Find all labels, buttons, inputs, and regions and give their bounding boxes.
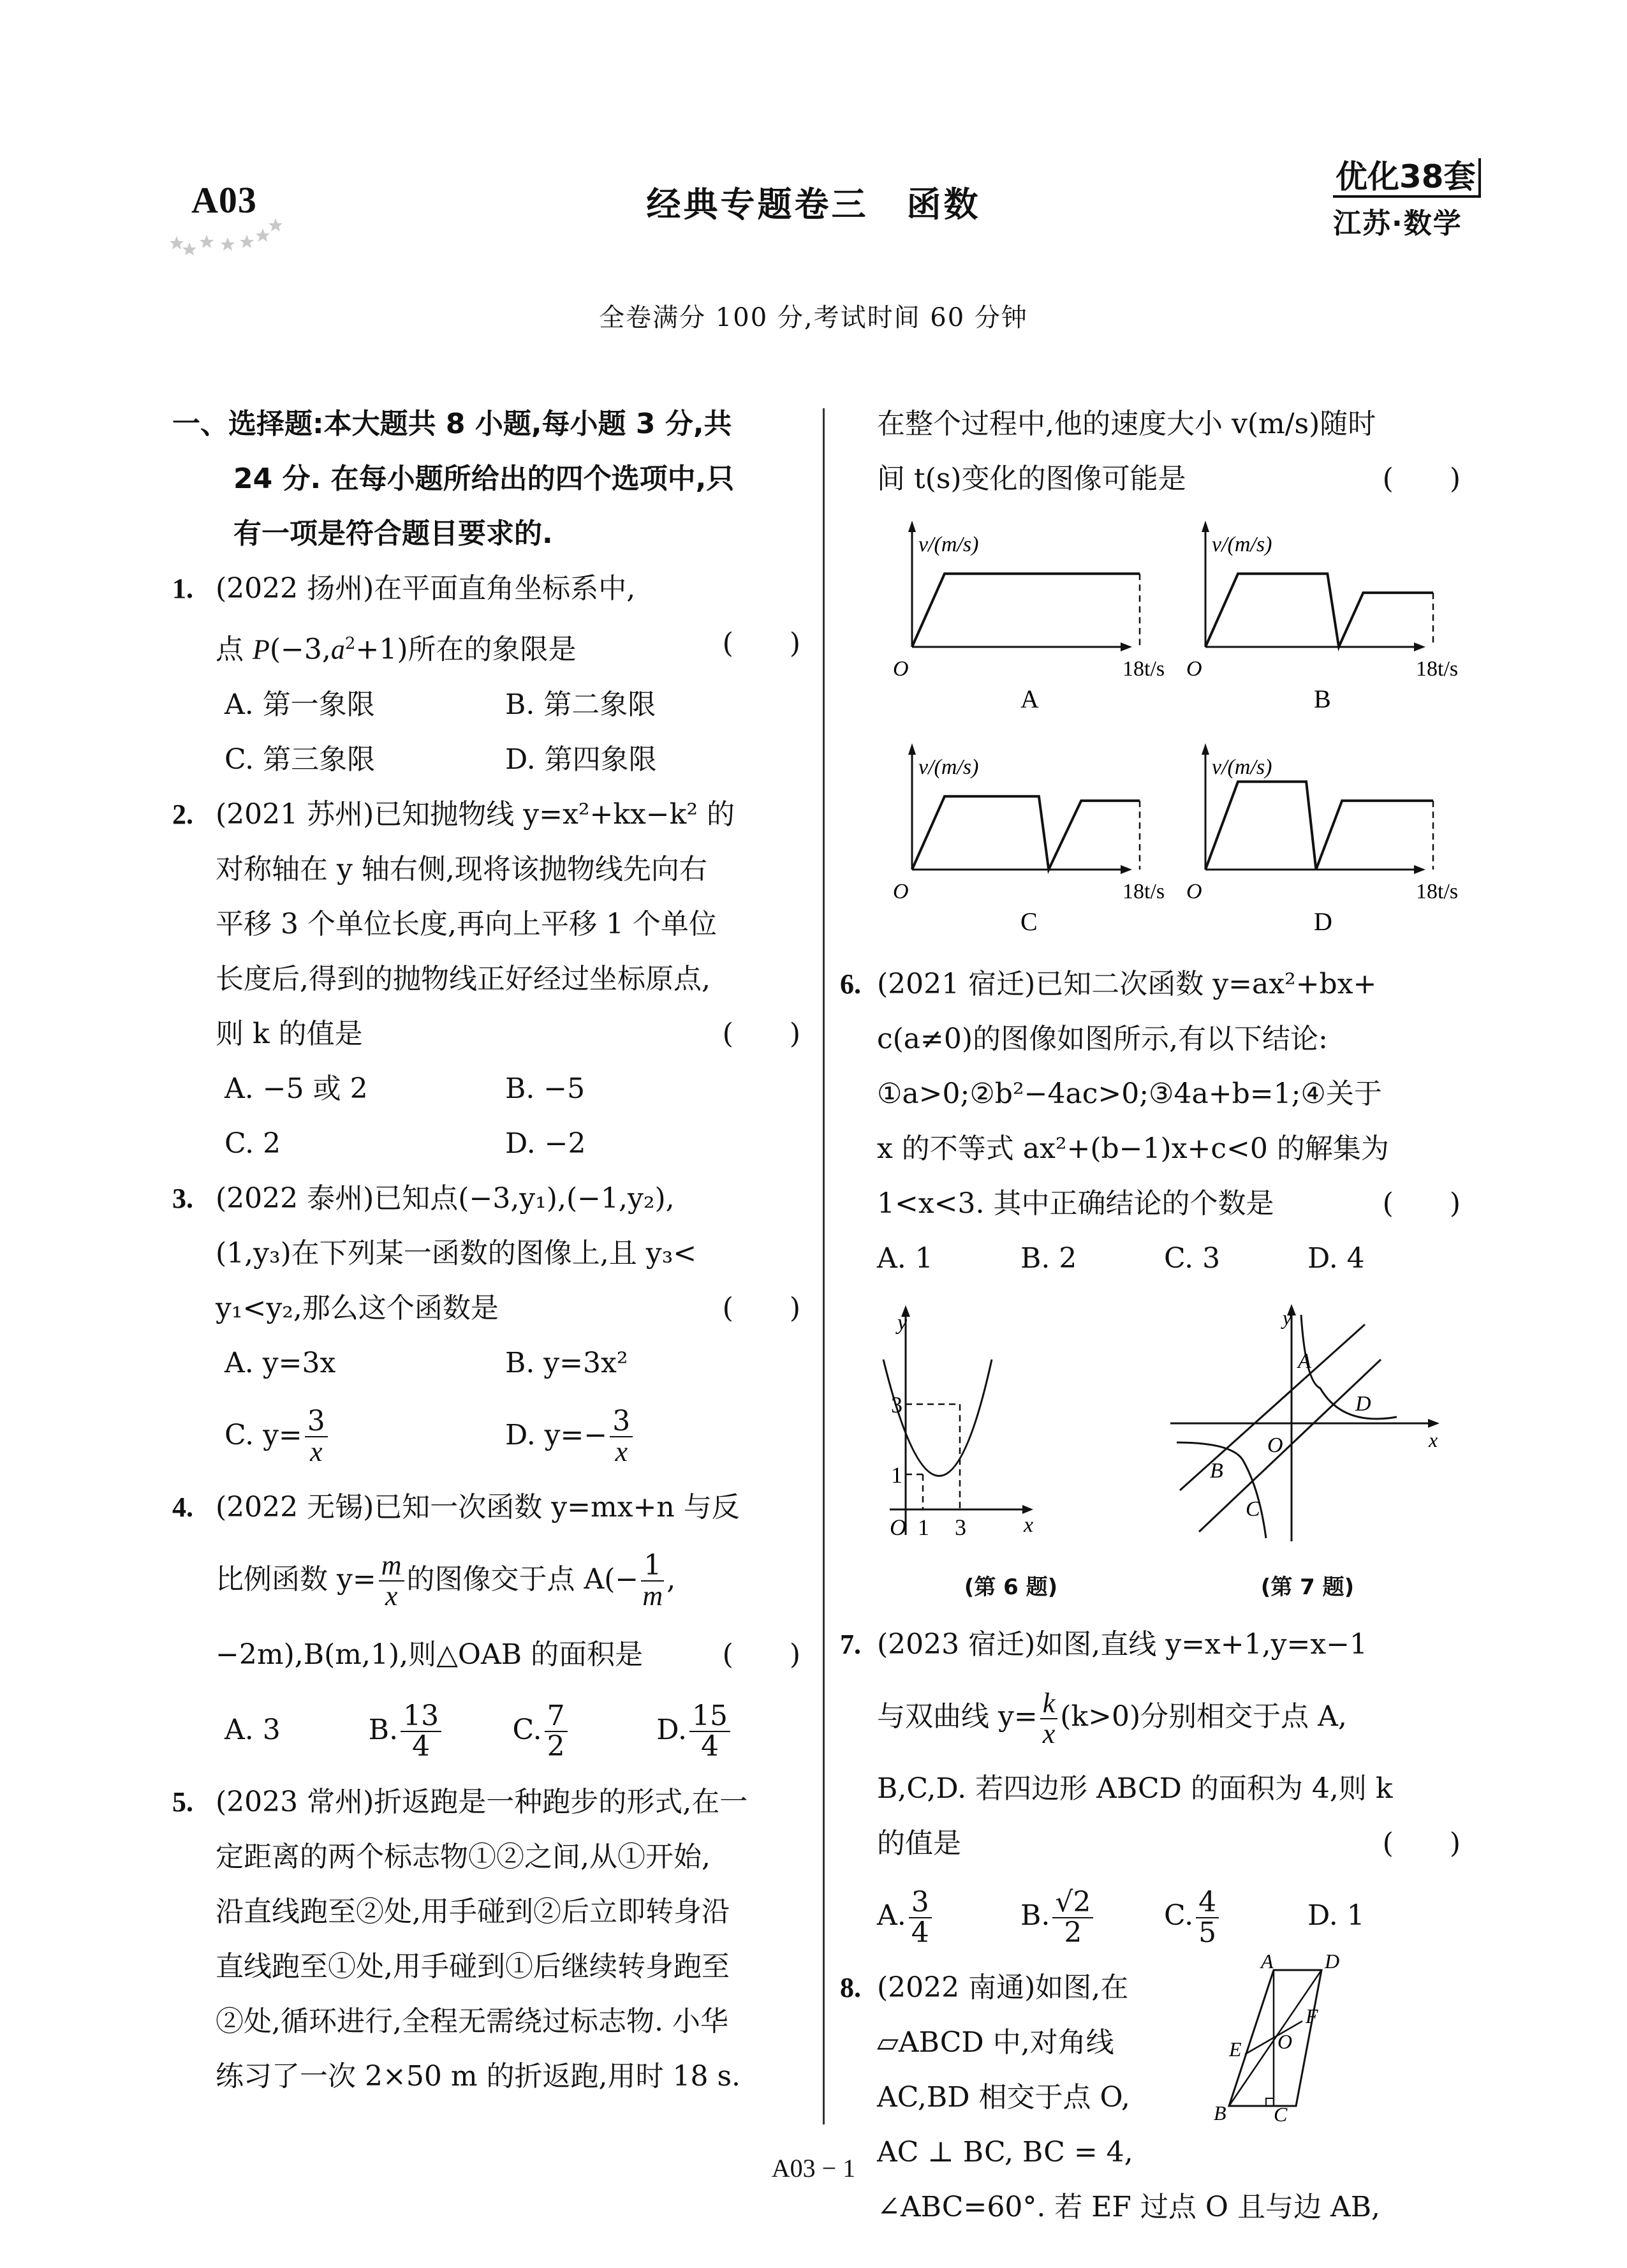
q5-line-3: 沿直线跑至②处,用手碰到②后立即转身沿 bbox=[216, 1895, 730, 1928]
x-arrow-icon bbox=[1022, 1505, 1033, 1514]
label-b: B bbox=[1214, 2101, 1226, 2124]
question-number: 7. bbox=[840, 1629, 861, 1660]
denominator: x bbox=[615, 1436, 628, 1468]
option-c[interactable] bbox=[1164, 1871, 1307, 1960]
q5-line-5: ②处,循环进行,全程无需绕过标志物. 小华 bbox=[216, 2005, 728, 2038]
hyperbola-branch-1 bbox=[1301, 1315, 1397, 1419]
option-b[interactable]: B. 第二象限 bbox=[505, 688, 656, 721]
tick-y3: 3 bbox=[891, 1392, 902, 1418]
numerator: 3 bbox=[610, 1407, 633, 1437]
figure-7 bbox=[1170, 1299, 1445, 1615]
q4-options bbox=[172, 1686, 800, 1775]
q1-text: (−3, bbox=[269, 633, 331, 666]
denominator: 4 bbox=[412, 1730, 431, 1763]
option-c[interactable]: C. 3 bbox=[1164, 1242, 1221, 1275]
vt-graph-svg bbox=[877, 513, 1165, 713]
question-number: 1. bbox=[172, 573, 193, 604]
question-7 bbox=[840, 1617, 1461, 1960]
q1-line-2 bbox=[216, 616, 800, 678]
point-b-label: B bbox=[1210, 1459, 1223, 1483]
label-c: C bbox=[1274, 2103, 1288, 2126]
y-label: y bbox=[897, 1311, 908, 1335]
q6-line-5 bbox=[877, 1176, 1461, 1231]
fraction bbox=[379, 1551, 404, 1611]
denominator: 5 bbox=[1198, 1916, 1217, 1949]
question-2 bbox=[172, 787, 800, 1171]
title-main: 经典专题卷三 bbox=[646, 184, 869, 225]
point-c-label: C bbox=[1246, 1497, 1260, 1521]
x-label: x bbox=[1024, 1513, 1034, 1537]
graph-option-c[interactable] bbox=[877, 736, 1170, 952]
section-line-3: 有一项是符合题目要求的. bbox=[233, 517, 553, 550]
v-arrow-icon bbox=[908, 521, 916, 532]
question-number: 4. bbox=[172, 1491, 193, 1523]
question-1 bbox=[172, 561, 800, 787]
logo-top: 优化38套 bbox=[1333, 158, 1481, 198]
label-o: O bbox=[1277, 2030, 1293, 2053]
denominator: 4 bbox=[700, 1730, 719, 1763]
q7-text: (k>0)分别相交于点 A, bbox=[1060, 1700, 1347, 1733]
q4-line-3 bbox=[216, 1624, 800, 1686]
vt-graph-svg bbox=[1170, 513, 1459, 713]
q8-line-4: AC ⊥ BC, BC = 4, bbox=[877, 2136, 1133, 2168]
question-5 bbox=[172, 1775, 800, 2104]
fraction bbox=[689, 1701, 730, 1761]
option-c[interactable]: C. 2 bbox=[225, 1127, 281, 1160]
section-heading bbox=[172, 397, 800, 561]
fraction bbox=[545, 1701, 568, 1761]
q7-text: 的值是 bbox=[877, 1827, 961, 1860]
q1-exp: 2 bbox=[344, 634, 356, 653]
graph-option-a[interactable] bbox=[877, 513, 1170, 729]
q7-line-2 bbox=[877, 1672, 1461, 1761]
q7-line-1: (2023 宿迁)如图,直线 y=x+1,y=x−1 bbox=[877, 1628, 1368, 1661]
q4-text: , bbox=[666, 1562, 676, 1596]
option-label: A. bbox=[877, 1899, 906, 1932]
option-label: C. bbox=[512, 1713, 542, 1746]
fraction bbox=[1196, 1885, 1219, 1949]
section-line-1: 一、选择题:本大题共 8 小题,每小题 3 分,共 bbox=[172, 408, 732, 440]
denominator: 2 bbox=[1064, 1916, 1082, 1949]
origin-label: O bbox=[893, 657, 909, 681]
question-8 bbox=[840, 1950, 1461, 2235]
question-number: 6. bbox=[840, 968, 861, 1000]
q8-line-5: ∠ABC=60°. 若 EF 过点 O 且与边 AB, bbox=[877, 2191, 1381, 2223]
velocity-line bbox=[1205, 782, 1433, 870]
q6-line-1: (2021 宿迁)已知二次函数 y=ax²+bx+ bbox=[877, 968, 1377, 1000]
graph-option-b[interactable] bbox=[1170, 513, 1464, 729]
q3-line-2: (1,y₃)在下列某一函数的图像上,且 y₃< bbox=[216, 1236, 697, 1270]
figure-7-caption: (第 7 题) bbox=[1260, 1575, 1355, 1600]
q5-line-1: (2023 常州)折返跑是一种跑步的形式,在一 bbox=[216, 1785, 748, 1818]
option-b[interactable]: B. 2 bbox=[1020, 1242, 1077, 1275]
t-axis-label: 18t/s bbox=[1123, 880, 1165, 903]
q6-line-3: ①a>0;②b²−4ac>0;③4a+b=1;④关于 bbox=[877, 1078, 1382, 1110]
numerator: 3 bbox=[305, 1407, 328, 1437]
section-line-2: 24 分. 在每小题所给出的四个选项中,只 bbox=[233, 463, 735, 495]
hyperbola-figure bbox=[1170, 1299, 1445, 1541]
numerator: 3 bbox=[909, 1888, 932, 1918]
graph-letter: A bbox=[1020, 685, 1039, 713]
title-topic: 函数 bbox=[906, 184, 981, 225]
vt-graph-svg bbox=[1170, 736, 1459, 936]
graph-letter: C bbox=[1020, 907, 1038, 936]
tick-x3: 3 bbox=[955, 1515, 966, 1540]
question-number: 5. bbox=[172, 1786, 193, 1818]
q2-line-1: (2021 苏州)已知抛物线 y=x²+kx−k² 的 bbox=[216, 797, 735, 831]
option-a[interactable]: A. −5 或 2 bbox=[225, 1072, 368, 1105]
label-d: D bbox=[1325, 1950, 1340, 1973]
page-number: A03 − 1 bbox=[771, 2154, 856, 2183]
question-number: 8. bbox=[840, 1972, 861, 2003]
q1-text: 点 bbox=[216, 633, 253, 666]
option-a[interactable]: A. 第一象限 bbox=[225, 688, 375, 721]
label-e: E bbox=[1229, 2038, 1242, 2061]
q6-text: 1<x<3. 其中正确结论的个数是 bbox=[877, 1187, 1274, 1220]
origin-label: O bbox=[1186, 880, 1202, 903]
denominator: m bbox=[642, 1580, 663, 1612]
graph-letter: D bbox=[1314, 907, 1332, 936]
answer-blank[interactable]: ( ) bbox=[722, 627, 800, 660]
fraction bbox=[1052, 1885, 1093, 1949]
q5-line-4: 直线跑至①处,用手碰到①后继续转身跑至 bbox=[216, 1950, 730, 1983]
fraction bbox=[610, 1407, 633, 1467]
diagonal-bd bbox=[1229, 1970, 1321, 2106]
brand-logo bbox=[1333, 158, 1486, 241]
q6-options bbox=[877, 1231, 1461, 1286]
numerator: 4 bbox=[1196, 1888, 1219, 1918]
q6-line-4: x 的不等式 ax²+(b−1)x+c<0 的解集为 bbox=[877, 1132, 1389, 1165]
tick-x1: 1 bbox=[918, 1515, 929, 1540]
denominator: x bbox=[385, 1580, 398, 1612]
q8-line-1: (2022 南通)如图,在 bbox=[877, 1971, 1129, 2004]
option-d[interactable] bbox=[656, 1686, 800, 1775]
option-d[interactable]: D. 1 bbox=[1307, 1899, 1365, 1932]
answer-blank[interactable]: ( ) bbox=[1382, 1187, 1461, 1220]
q2-text: 则 k 的值是 bbox=[216, 1017, 363, 1050]
v-arrow-icon bbox=[1202, 521, 1209, 532]
graph-letter: B bbox=[1314, 685, 1331, 713]
point-d-label: D bbox=[1355, 1392, 1371, 1416]
q7-options bbox=[877, 1871, 1461, 1960]
tick-y1: 1 bbox=[891, 1462, 902, 1488]
question-3 bbox=[172, 1171, 800, 1480]
logo-sub: 江苏·数学 bbox=[1333, 207, 1462, 240]
option-b[interactable] bbox=[1020, 1871, 1164, 1960]
q5-cont-2 bbox=[877, 452, 1461, 507]
denominator: 4 bbox=[911, 1916, 929, 1949]
option-label: D. bbox=[656, 1713, 687, 1746]
q1-var: a bbox=[330, 634, 345, 665]
question-number: 2. bbox=[172, 798, 193, 830]
option-c[interactable]: C. 第三象限 bbox=[225, 743, 376, 776]
column-divider bbox=[823, 408, 825, 2124]
q1-text: +1)所在的象限是 bbox=[355, 633, 577, 666]
line-y-x-minus-1 bbox=[1199, 1360, 1381, 1532]
numerator: √2 bbox=[1052, 1888, 1093, 1918]
question-number: 3. bbox=[172, 1182, 193, 1214]
parabola-figure bbox=[877, 1299, 1145, 1541]
figure-6-caption: (第 6 题) bbox=[964, 1575, 1058, 1600]
hyperbola-branch-2 bbox=[1177, 1442, 1266, 1538]
figure-6 bbox=[877, 1299, 1145, 1615]
numerator: k bbox=[1040, 1689, 1058, 1719]
fraction bbox=[1040, 1689, 1058, 1749]
q5-line-2: 定距离的两个标志物①②之间,从①开始, bbox=[216, 1840, 710, 1873]
fraction bbox=[641, 1551, 664, 1611]
label-f: F bbox=[1306, 2005, 1318, 2027]
vt-graph-svg bbox=[877, 736, 1165, 936]
parallelogram-figure bbox=[1197, 1950, 1439, 2146]
option-a[interactable]: A. 3 bbox=[225, 1713, 281, 1746]
v-arrow-icon bbox=[908, 743, 916, 755]
y-label: y bbox=[1283, 1306, 1292, 1329]
x-arrow-icon bbox=[1428, 1419, 1439, 1428]
option-a[interactable]: A. y=3x bbox=[225, 1346, 336, 1379]
q8-line-2: ▱ABCD 中,对角线 bbox=[877, 2026, 1114, 2059]
answer-blank[interactable]: ( ) bbox=[722, 1291, 800, 1324]
label-a: A bbox=[1261, 1950, 1274, 1973]
option-label: C. y= bbox=[225, 1418, 302, 1451]
exam-info: 全卷满分 100 分,考试时间 60 分钟 bbox=[599, 303, 1028, 332]
q1-options bbox=[172, 678, 800, 787]
graph-option-d[interactable] bbox=[1170, 736, 1464, 952]
numerator: 15 bbox=[689, 1701, 730, 1732]
t-arrow-icon bbox=[1414, 642, 1425, 651]
numerator: 7 bbox=[545, 1701, 568, 1732]
denominator: x bbox=[1042, 1717, 1056, 1749]
velocity-line bbox=[1205, 574, 1433, 647]
parabola-curve bbox=[883, 1360, 992, 1476]
q5-line-6: 练习了一次 2×50 m 的折返跑,用时 18 s. bbox=[216, 2059, 741, 2093]
option-b[interactable] bbox=[369, 1686, 513, 1775]
left-column bbox=[172, 397, 800, 2104]
origin-label: O bbox=[890, 1515, 906, 1540]
question-6 bbox=[840, 957, 1461, 1286]
q2-line-3: 平移 3 个单位长度,再向上平移 1 个单位 bbox=[216, 907, 717, 940]
q5-text: 间 t(s)变化的图像可能是 bbox=[877, 463, 1186, 495]
velocity-line bbox=[912, 796, 1140, 870]
q3-line-1: (2022 泰州)已知点(−3,y₁),(−1,y₂), bbox=[216, 1182, 675, 1215]
q7-line-3: B,C,D. 若四边形 ABCD 的面积为 4,则 k bbox=[877, 1772, 1393, 1805]
q6-line-2: c(a≠0)的图像如图所示,有以下结论: bbox=[877, 1023, 1328, 1055]
right-angle-mark bbox=[1266, 2098, 1274, 2106]
option-b[interactable]: B. −5 bbox=[505, 1072, 585, 1105]
fraction bbox=[909, 1885, 932, 1949]
q2-line-4: 长度后,得到的抛物线正好经过坐标原点, bbox=[216, 962, 710, 995]
t-axis-label: 18t/s bbox=[1416, 657, 1459, 681]
denominator: 2 bbox=[547, 1730, 565, 1763]
option-label: B. bbox=[1020, 1899, 1050, 1932]
q8-line-3: AC,BD 相交于点 O, bbox=[877, 2081, 1130, 2114]
q1-point: P bbox=[253, 634, 270, 665]
v-axis-label: v/(m/s) bbox=[1212, 533, 1272, 556]
q2-line-5 bbox=[216, 1007, 800, 1062]
paper-code: A03 bbox=[191, 179, 257, 221]
q2-options bbox=[172, 1062, 800, 1171]
v-arrow-icon bbox=[1202, 743, 1209, 755]
q4-line-1: (2022 无锡)已知一次函数 y=mx+n 与反 bbox=[216, 1490, 740, 1523]
numerator: 1 bbox=[641, 1551, 664, 1582]
v-axis-label: v/(m/s) bbox=[918, 755, 979, 779]
q4-text: −2m),B(m,1),则△OAB 的面积是 bbox=[216, 1638, 644, 1671]
option-a[interactable]: A. 1 bbox=[877, 1242, 933, 1275]
option-label: C. bbox=[1164, 1899, 1194, 1932]
question-4 bbox=[172, 1480, 800, 1775]
v-axis-label: v/(m/s) bbox=[1212, 755, 1272, 779]
t-arrow-icon bbox=[1121, 865, 1132, 874]
t-axis-label: 18t/s bbox=[1416, 880, 1459, 903]
q5-cont-1: 在整个过程中,他的速度大小 v(m/s)随时 bbox=[877, 408, 1376, 440]
origin-label: O bbox=[1186, 657, 1202, 681]
answer-blank[interactable]: ( ) bbox=[722, 1017, 800, 1050]
option-d[interactable]: D. 第四象限 bbox=[505, 743, 657, 776]
v-axis-label: v/(m/s) bbox=[918, 533, 979, 556]
q3-text: y₁<y₂,那么这个函数是 bbox=[216, 1291, 499, 1324]
q5-graphs bbox=[877, 513, 1461, 952]
option-c[interactable] bbox=[513, 1686, 657, 1775]
fraction bbox=[305, 1407, 328, 1467]
numerator: m bbox=[379, 1551, 404, 1582]
point-a-label: A bbox=[1298, 1349, 1311, 1373]
q2-line-2: 对称轴在 y 轴右侧,现将该抛物线先向右 bbox=[216, 852, 707, 886]
answer-blank[interactable]: ( ) bbox=[722, 1638, 800, 1671]
q1-line-1: (2022 扬州)在平面直角坐标系中, bbox=[216, 572, 636, 605]
origin-label: O bbox=[1267, 1434, 1283, 1457]
q3-options bbox=[172, 1336, 800, 1480]
right-column bbox=[840, 397, 1461, 2235]
option-d[interactable]: D. −2 bbox=[505, 1127, 586, 1160]
t-arrow-icon bbox=[1121, 642, 1132, 651]
option-c[interactable] bbox=[225, 1391, 505, 1480]
q4-line-2 bbox=[216, 1535, 800, 1624]
q7-text: 与双曲线 y= bbox=[877, 1700, 1038, 1733]
option-label: D. y=− bbox=[505, 1418, 608, 1451]
option-label: B. bbox=[368, 1713, 399, 1746]
t-arrow-icon bbox=[1414, 865, 1425, 874]
fraction bbox=[401, 1701, 441, 1761]
option-d[interactable] bbox=[505, 1391, 786, 1480]
origin-label: O bbox=[893, 880, 909, 903]
velocity-line bbox=[912, 574, 1140, 647]
q7-line-4 bbox=[877, 1816, 1461, 1871]
q4-text: 的图像交于点 A(− bbox=[406, 1562, 639, 1596]
denominator: x bbox=[310, 1436, 323, 1468]
option-b[interactable]: B. y=3x² bbox=[505, 1346, 628, 1379]
q4-text: 比例函数 y= bbox=[216, 1562, 376, 1596]
numerator: 13 bbox=[401, 1701, 441, 1732]
t-axis-label: 18t/s bbox=[1123, 657, 1165, 681]
option-d[interactable]: D. 4 bbox=[1307, 1242, 1365, 1275]
q3-line-3 bbox=[216, 1281, 800, 1336]
x-label: x bbox=[1429, 1428, 1438, 1451]
figures-6-7 bbox=[877, 1299, 1461, 1615]
answer-blank[interactable]: ( ) bbox=[1382, 463, 1461, 495]
answer-blank[interactable]: ( ) bbox=[1382, 1827, 1461, 1860]
option-a[interactable] bbox=[877, 1871, 1020, 1960]
